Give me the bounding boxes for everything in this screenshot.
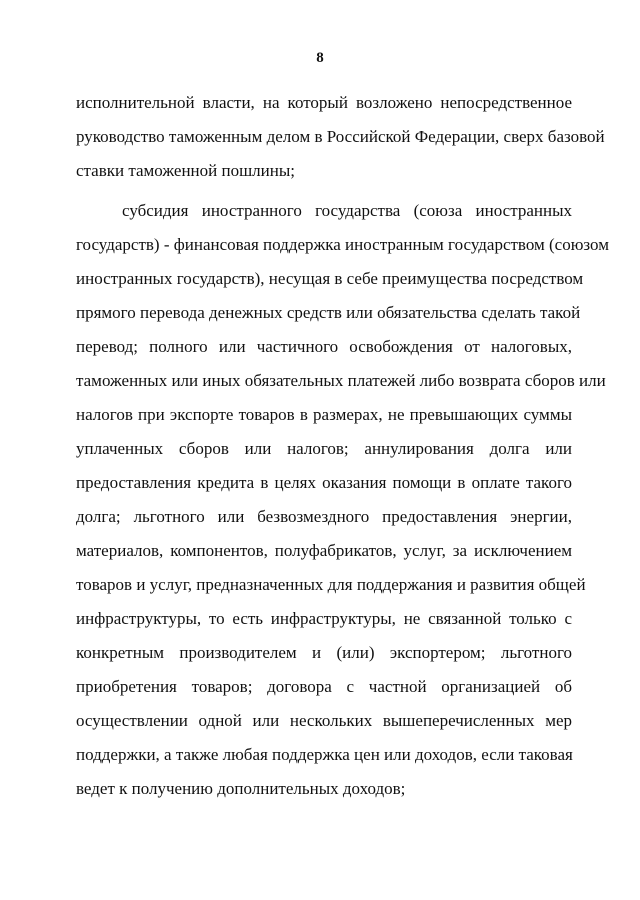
text-line: таможенных или иных обязательных платежей либо возврата сборов или	[76, 371, 606, 390]
text-line: товаров и услуг, предназначенных для поддержания и развития общей	[76, 575, 586, 594]
text-line: инфраструктуры, то есть инфраструктуры, не связанной только с	[76, 609, 572, 628]
document-body	[76, 86, 609, 806]
text-line: прямого перевода денежных средств или обязательства сделать такой	[76, 303, 581, 322]
text-line: приобретения товаров; договора с частной организацией об	[76, 677, 572, 696]
text-line: ведет к получению дополнительных доходов;	[76, 779, 406, 798]
text-line: конкретным производителем и (или) экспортером; льготного	[76, 643, 572, 662]
text-line: поддержки, а также любая поддержка цен или доходов, если таковая	[76, 745, 573, 764]
paragraph	[76, 86, 605, 188]
text-line: перевод; полного или частичного освобождения от налоговых,	[76, 337, 572, 356]
text-line: налогов при экспорте товаров в размерах, не превышающих суммы	[76, 405, 572, 424]
text-line: руководство таможенным делом в Российской Федерации, сверх базовой	[76, 127, 605, 146]
page-number: 8	[316, 50, 324, 66]
text-line: иностранных государств), несущая в себе преимущества посредством	[76, 269, 584, 288]
text-line: государств) - финансовая поддержка иностранным государством (союзом	[76, 235, 609, 254]
text-line: субсидия иностранного государства (союза иностранных	[122, 201, 572, 220]
text-line: долга; льготного или безвозмездного предоставления энергии,	[76, 507, 572, 526]
text-line: исполнительной власти, на который возложено непосредственное	[76, 93, 572, 112]
text-line: ставки таможенной пошлины;	[76, 161, 295, 180]
text-line: осуществлении одной или нескольких вышеперечисленных мер	[76, 711, 572, 730]
paragraph	[76, 194, 609, 806]
text-line: материалов, компонентов, полуфабрикатов, услуг, за исключением	[76, 541, 572, 560]
text-line: уплаченных сборов или налогов; аннулирования долга или	[76, 439, 572, 458]
text-line: предоставления кредита в целях оказания помощи в оплате такого	[76, 473, 572, 492]
